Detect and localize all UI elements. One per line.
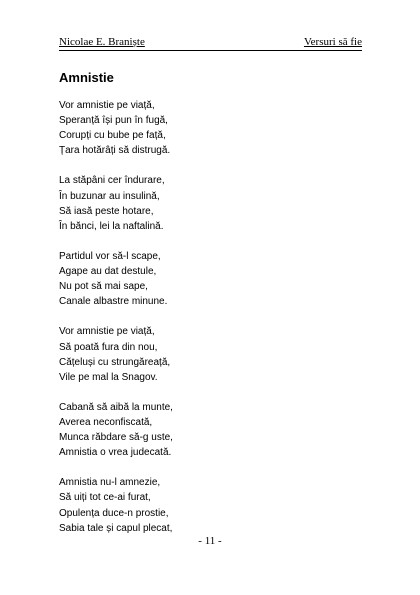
poem-line: Speranță își pun în fugă,: [59, 115, 168, 127]
header-book-title: Versuri să fie: [303, 36, 362, 48]
poem-line: Opulența duce-n prostie,: [59, 507, 169, 519]
poem-line: În bănci, lei la naftalină.: [59, 220, 164, 232]
poem-line: Canale albastre minune.: [59, 296, 168, 308]
poem-line: Corupți cu bube pe față,: [59, 130, 166, 142]
poem-line: În buzunar au insulină,: [59, 190, 160, 202]
poem-line: Averea neconfiscată,: [59, 416, 153, 428]
poem-line: Cățeluși cu strungăreață,: [59, 356, 171, 368]
poem-line: Vor amnistie pe viață,: [59, 100, 155, 111]
stanza-5: [59, 400, 359, 460]
poem-body: [59, 98, 359, 551]
poem-line: Țara hotărâți să distrugă.: [59, 145, 171, 157]
stanza-2: [59, 173, 359, 233]
stanza-4: [59, 324, 359, 384]
stanza-6: [59, 475, 359, 535]
poem-line: Agape au dat destule,: [59, 266, 157, 278]
poem-line: Amnistia o vrea judecată.: [59, 447, 172, 459]
poem-title: Amnistie: [59, 70, 114, 85]
stanza-3: [59, 249, 359, 309]
poem-line: Vor amnistie pe viață,: [59, 326, 155, 338]
poem-line: Munca răbdare să-g uste,: [59, 432, 173, 444]
poem-line: Sabia tale și capul plecat,: [59, 522, 173, 534]
poem-line: Cabană să aibă la munte,: [59, 401, 173, 413]
poem-line: Vile pe mal la Snagov.: [59, 371, 158, 383]
poem-line: Să iasă peste hotare,: [59, 205, 154, 217]
stanza-1: [59, 98, 359, 158]
poem-line: Să uiți tot ce-ai furat,: [59, 492, 151, 504]
poem-line: Nu pot să mai sape,: [59, 281, 148, 293]
header-author: Nicolae E. Braniște: [59, 36, 145, 48]
poem-line: La stăpâni cer îndurare,: [59, 175, 165, 187]
running-header: [59, 36, 362, 51]
poem-line: Să poată fura din nou,: [59, 341, 158, 353]
poem-line: Amnistia nu-l amnezie,: [59, 477, 161, 489]
page-number: - 11 -: [198, 535, 222, 547]
poem-line: Partidul vor să-l scape,: [59, 250, 161, 262]
